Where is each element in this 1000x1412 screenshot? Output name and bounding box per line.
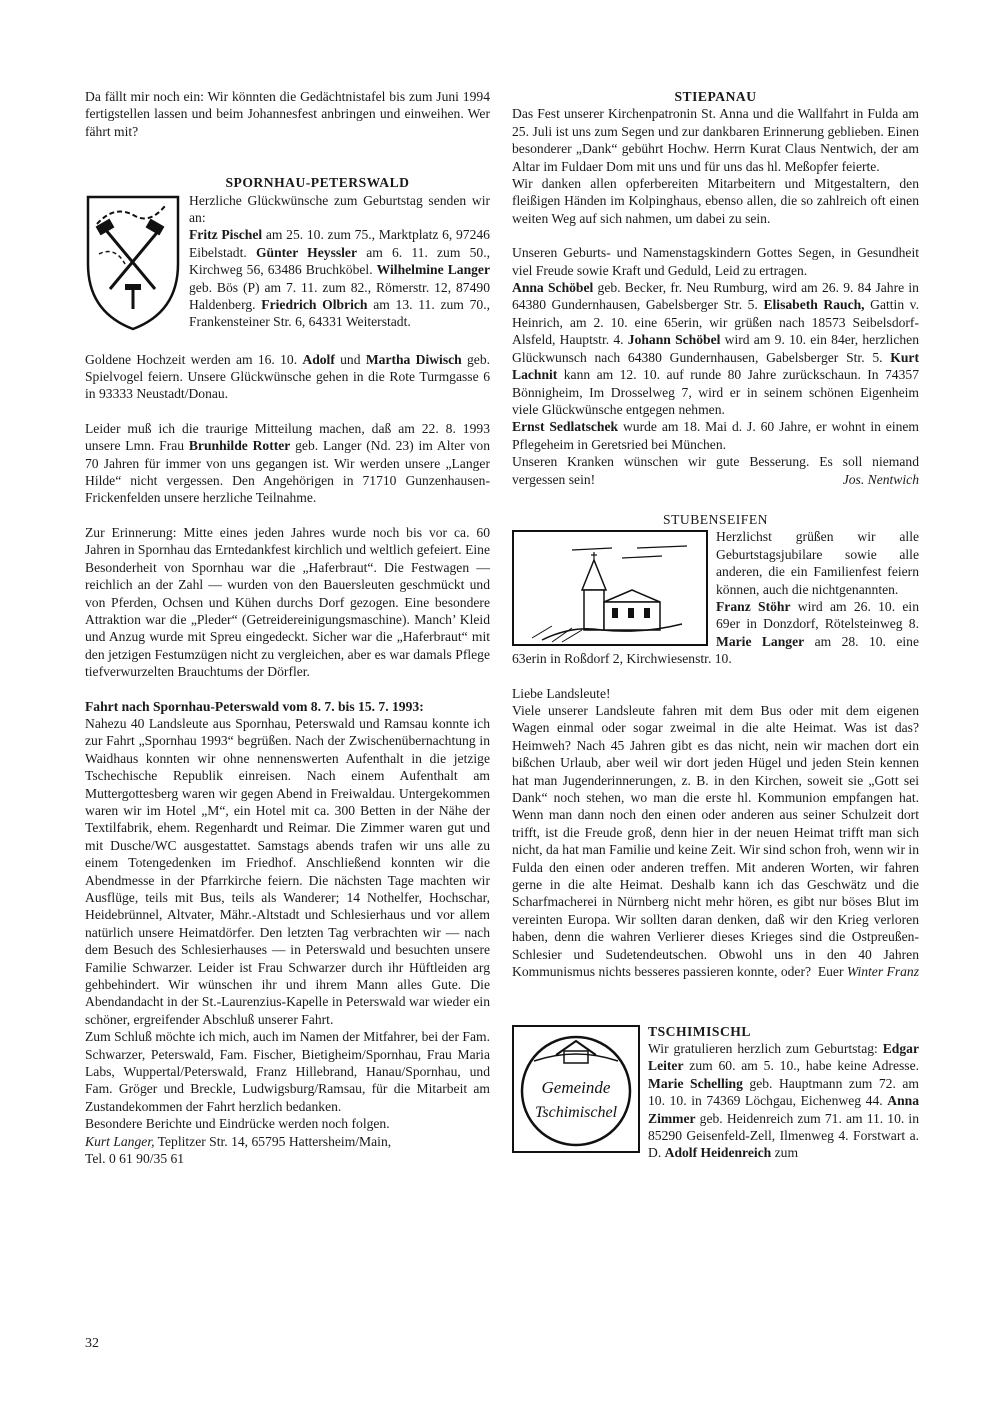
seal-text-1: Gemeinde (541, 1077, 611, 1097)
stubenseifen-title: STUBENSEIFEN (663, 511, 768, 527)
name: Ernst Sedlatschek (512, 419, 619, 435)
name: Adolf Heidenreich (664, 1145, 772, 1161)
text: geb. Bös (P) am 7. 11. zum 82., Römerstr. 12, 87490 Haldenberg. (189, 279, 490, 313)
text: Unseren Kranken wünschen wir gute Besserung. Es soll niemand vergessen sein! (512, 454, 919, 487)
stiepanau-birthdays (512, 279, 919, 418)
text: am 25. 10. zum 75., Marktplatz 6, 97246 Eibelstadt. (189, 227, 490, 260)
intro-paragraph: Da fällt mir noch ein: Wir könnten die Gedächtnistafel bis zum Juni 1994 fertigstellen lassen und beim Johannesfest anbringen und einweihen. Wer fährt mit? (85, 89, 490, 139)
signature-name: Kurt Langer, (85, 1133, 155, 1149)
text: geb. Spielvogel feiern. Unsere Glückwünsche gehen in die Rote Turmgasse 6 in 93333 Neustadt/Donau. (85, 351, 491, 402)
name: Fritz Pischel (189, 227, 263, 243)
name: Kurt Lachnit (512, 349, 919, 383)
trip-paragraph: Nahezu 40 Landsleute aus Spornhau, Peterswald und Ramsau konnte ich zur Fahrt „Spornhau 1993“ begrüßen. Nach der Zwischenübernachtung in Waidhaus konnten wir ohne nennenswerten Aufenthalt in die jetzige Tschechische Republik einreisen. Nach einem Aufenthalt am Muttergottesberg waren wir gegen Abend in Freiwaldau. Untergekommen waren wir im Hotel „M“, ein Hotel mit ca. 300 Betten in der Nähe der Textilfabrik, ehem. Regenhardt und Reimar. Die Zimmer waren gut und mit Dusche/WC ausgestattet. Samstags abends trafen wir uns alle zu einem Totengedenken im Friedhof. Anschließend konnten wir die Abendmesse in der Pfarrkirche feiern. Die nächsten Tage machten wir Ausflüge, teils mit Bus, teils als Wanderer; 14 Nothelfer, Hochschar, Heidebrünnel, Altvater, Mähr.-Altstadt und Schlesierhaus und vor allem natürlich unsere Heimatdörfer. Den letzten Tag verbrachten wir — nach dem Besuch des Schlesierhauses — in Peterswald und besuchten unsere Familie Schwarzer. Leider ist Frau Schwarzer durch ihr Hüftleiden arg gehbehindert. Wir wünschen ihr und ihrem Mann alles Gute. Die Abendandacht in der St.-Laurenzius-Kapelle in Peterswald war wieder ein schöner, ergreifender Abschluß unserer Fahrt. (85, 715, 490, 1027)
text: Viele unserer Landsleute fahren mit dem Bus oder mit dem eigenen Wagen einmal oder sogar zweimal in die alte Heimat. Was ist das? Heimweh? Nach 45 Jahren gibt es das nicht, nein wir machen dort ein bißchen Urlaub, aber weil wir dort jeden Hügel und jeden Stein kennen hat man Jugenderinnerungen, z. B. in den Kirchen, soweit sie „Gott sei Dank“ noch stehen, wo man die erste hl. Kommunion empfangen hat. Wenn man dann noch den einen oder anderen aus seiner Schulzeit dort trifft, ist die Freude groß, denn hier in der neuen Heimat trifft man sich nicht, da hat man Familie und keine Zeit. Wir sind schon froh, wenn wir in Fulda den einen oder anderen treffen. Mit anderen Worten, wir fahren gerne in die alte Heimat. Deshalb kann ich das Geschwätz und die Scharfmacherei in Nürnberg nicht mehr hören, es gibt nur böses Blut im vereinten Europa. Wir sollten daran denken, daß wir den Krieg verloren haben, denn die wahren Verlierer dieses Krieges sind die Ostpreußen-Schlesier und Sudetendeutschen. Obwohl uns in den 40 Jahren Kommunismus nichts besseres passieren konnte, oder? (512, 703, 919, 980)
name: Wilhelmine Langer (376, 262, 490, 278)
name: Franz Stöhr (716, 598, 791, 614)
stiepanau-sedlatschek (512, 418, 919, 453)
text: zum (771, 1145, 799, 1161)
signature-name: Winter Franz (846, 964, 919, 980)
page-number: 32 (85, 1336, 99, 1351)
seal-text-2: Tschimischel (534, 1103, 618, 1121)
text: geb. Heidenreich zum 71. am 11. 10. in 85290 Geisenfeld-Zell, Ilmenweg 4. Forstwart a. D. (648, 1110, 919, 1161)
trip-followup: Besondere Berichte und Eindrücke werden noch folgen. (85, 1116, 390, 1132)
trip-heading (85, 698, 490, 715)
text: Wir gratulieren herzlich zum Geburtstag: (648, 1040, 883, 1056)
text: zum 60. am 5. 10., habe keine Adresse. (683, 1058, 919, 1074)
text: und (334, 351, 366, 367)
text: geb. Langer (Nd. 23) im Alter von 70 Jahren für immer von uns gegangen ist. Wir werden unsere „Langer Hilde“ nicht vergessen. Den Angehörigen in 71710 Gunzenhausen-Frickenfelden unsere herzliche Teilnahme. (85, 438, 490, 506)
text: geb. Hauptmann zum 72. am 10. 10. in 74369 Löchgau, Eichenweg 44. (648, 1075, 919, 1109)
name: Elisabeth Rauch, (763, 297, 865, 313)
text: Goldene Hochzeit werden am 16. 10. (85, 351, 303, 367)
name: Adolf (302, 351, 335, 367)
text: am 6. 11. zum 50., Kirchweg 56, 63486 Bruchköbel. (189, 244, 490, 278)
right-column (512, 88, 919, 1162)
golden-wedding-paragraph (85, 351, 490, 403)
text: geb. Becker, fr. Neu Rumburg, wird am 26. 9. 84 Jahre in 64380 Gundernhausen, Gabelsberger Str. 5. (512, 280, 919, 313)
name: Johann Schöbel (627, 332, 721, 348)
tschimischl-title: TSCHIMISCHL (648, 1023, 751, 1039)
landsleute-greeting: Liebe Landsleute! (512, 685, 611, 701)
stiepanau-paragraph-2: Wir danken allen opferbereiten Mitarbeitern und Mitgestaltern, den fleißigen Händen im Kolpinghaus, ebenso allen, die so zahlreich oft einen weiten Weg auf sich nahmen, um dabei zu sein. (512, 176, 919, 226)
text: am 28. 10. eine 63erin in Roßdorf 2, Kirchwiesenstr. 10. (512, 633, 919, 667)
signature-prefix: Euer (817, 964, 847, 980)
stiepanau-closing (512, 453, 919, 488)
tschimischl-seal (512, 1025, 640, 1153)
name: Marie Schelling (648, 1075, 743, 1091)
stubenseifen-greeting: Herzlichst grüßen wir alle Geburtstagsjubilare sowie alle anderen, die ein Familienfest feiern können, auch die nichtgenannten. (716, 529, 919, 597)
trip-signature (85, 1133, 490, 1150)
stiepanau-paragraph-1: Das Fest unserer Kirchenpatronin St. Anna und die Wallfahrt in Fulda am 25. Juli ist uns zum Segen und zur dankbaren Erinnerung geblieben. Einen besonderer „Dank“ gebührt Hochw. Herrn Kurat Claus Nentwich, der am Altar im Fuldaer Dom mit uns und für uns das hl. Meßopfer feierte. (512, 106, 919, 174)
text: Leider muß ich die traurige Mitteilung machen, daß am 22. 8. 1993 unsere Lmn. Frau (85, 420, 490, 454)
text: wird am 26. 10. ein 69er in Donzdorf, Rötelsteinweg 8. (716, 598, 919, 632)
trip-telephone: Tel. 0 61 90/35 61 (85, 1151, 185, 1167)
name: Edgar Leiter (648, 1040, 919, 1074)
stiepanau-paragraph-3: Unseren Geburts- und Namenstagskindern Gottes Segen, in Gesundheit viel Freude sowie Kraft und Geduld, Leid zu ertragen. (512, 245, 919, 278)
text: kann am 12. 10. auf runde 80 Jahre zurückschaun. In 74357 Bönnigheim, Im Drosselweg 7, wird er in seinem schönen Eigenheim viele Glückwünsche entgegen nehmen. (512, 367, 919, 417)
church-drawing (512, 530, 708, 646)
memory-paragraph: Zur Erinnerung: Mitte eines jeden Jahres wurde noch bis vor ca. 60 Jahren in Spornhau das Erntedankfest kirchlich und weltlich gefeiert. Eine Besonderheit von Spornhau war die „Haferbraut“. Die Festwagen — reichlich an der Zahl — wurden von den Bauersleuten geschmückt und von Pferden, Ochsen und Kühen durchs Dorf gezogen. Eine besondere Attraktion war die „Pleder“ (Getreidereinigungsmaschine). Manch’ Kleid und Anzug wurde mit Spreu eingedeckt. Sicher war die „Haferbraut“ mit den jetzigen Festumzügen nicht zu vergleichen, aber es war damals Pflege tiefverwurzelten Brauchtums der Dörfler. (85, 524, 490, 680)
stiepanau-title: STIEPANAU (674, 89, 757, 104)
text: am 13. 11. zum 70., Frankensteiner Str. 6, 64331 Weiterstadt. (189, 297, 491, 330)
text: wird am 9. 10. ein 84er, herzlichen Glückwunsch nach 64380 Gundernhausen, Gabelsberger Str. 5. (512, 332, 919, 365)
name: Günter Heyssler (255, 244, 358, 260)
name: Martha Diwisch (365, 351, 462, 367)
signature-address: Teplitzer Str. 14, 65795 Hattersheim/Main, (154, 1133, 392, 1149)
landsleute-signature (818, 963, 919, 980)
heading-text: Fahrt nach Spornhau-Peterswald vom 8. 7. bis 15. 7. 1993: (85, 698, 424, 714)
name: Marie Langer (716, 633, 805, 649)
spornhau-greeting: Herzliche Glückwünsche zum Geburtstag senden wir an: (189, 192, 490, 226)
text: wurde am 18. Mai d. J. 60 Jahre, er wohnt in einem Pflegeheim in Geretsried bei München. (512, 419, 920, 452)
landsleute-paragraph (512, 702, 919, 981)
spornhau-title: SPORNHAU-PETERSWALD (225, 175, 410, 191)
name: Anna Schöbel (512, 280, 594, 296)
obituary-paragraph (85, 420, 490, 507)
name: Anna Zimmer (648, 1093, 919, 1126)
trip-thanks-paragraph: Zum Schluß möchte ich mich, auch im Namen der Mitfahrer, bei der Fam. Schwarzer, Peterswald, Fam. Fischer, Bietigheim/Spornhau, Frau Maria Labs, Wuppertal/Peterswald, Franz Hillebrand, Hanau/Spornhau, und Fam. Gröger und Breckle, Ludwigsburg/Ramsau, für die Mitarbeit am Zustandekommen der Fahrt herzlich bedanken. (85, 1029, 490, 1114)
name: Brunhilde Rotter (188, 438, 291, 454)
spornhau-coat-of-arms (85, 194, 181, 332)
name: Friedrich Olbrich (261, 297, 368, 313)
left-column (85, 88, 490, 1168)
signature: Jos. Nentwich (842, 471, 919, 487)
text: Gattin v. Heinrich, am 2. 10. eine 65erin, wir grüßen nach 18573 Seibelsdorf-Alsfeld, Hauptstr. 4. (512, 297, 919, 348)
